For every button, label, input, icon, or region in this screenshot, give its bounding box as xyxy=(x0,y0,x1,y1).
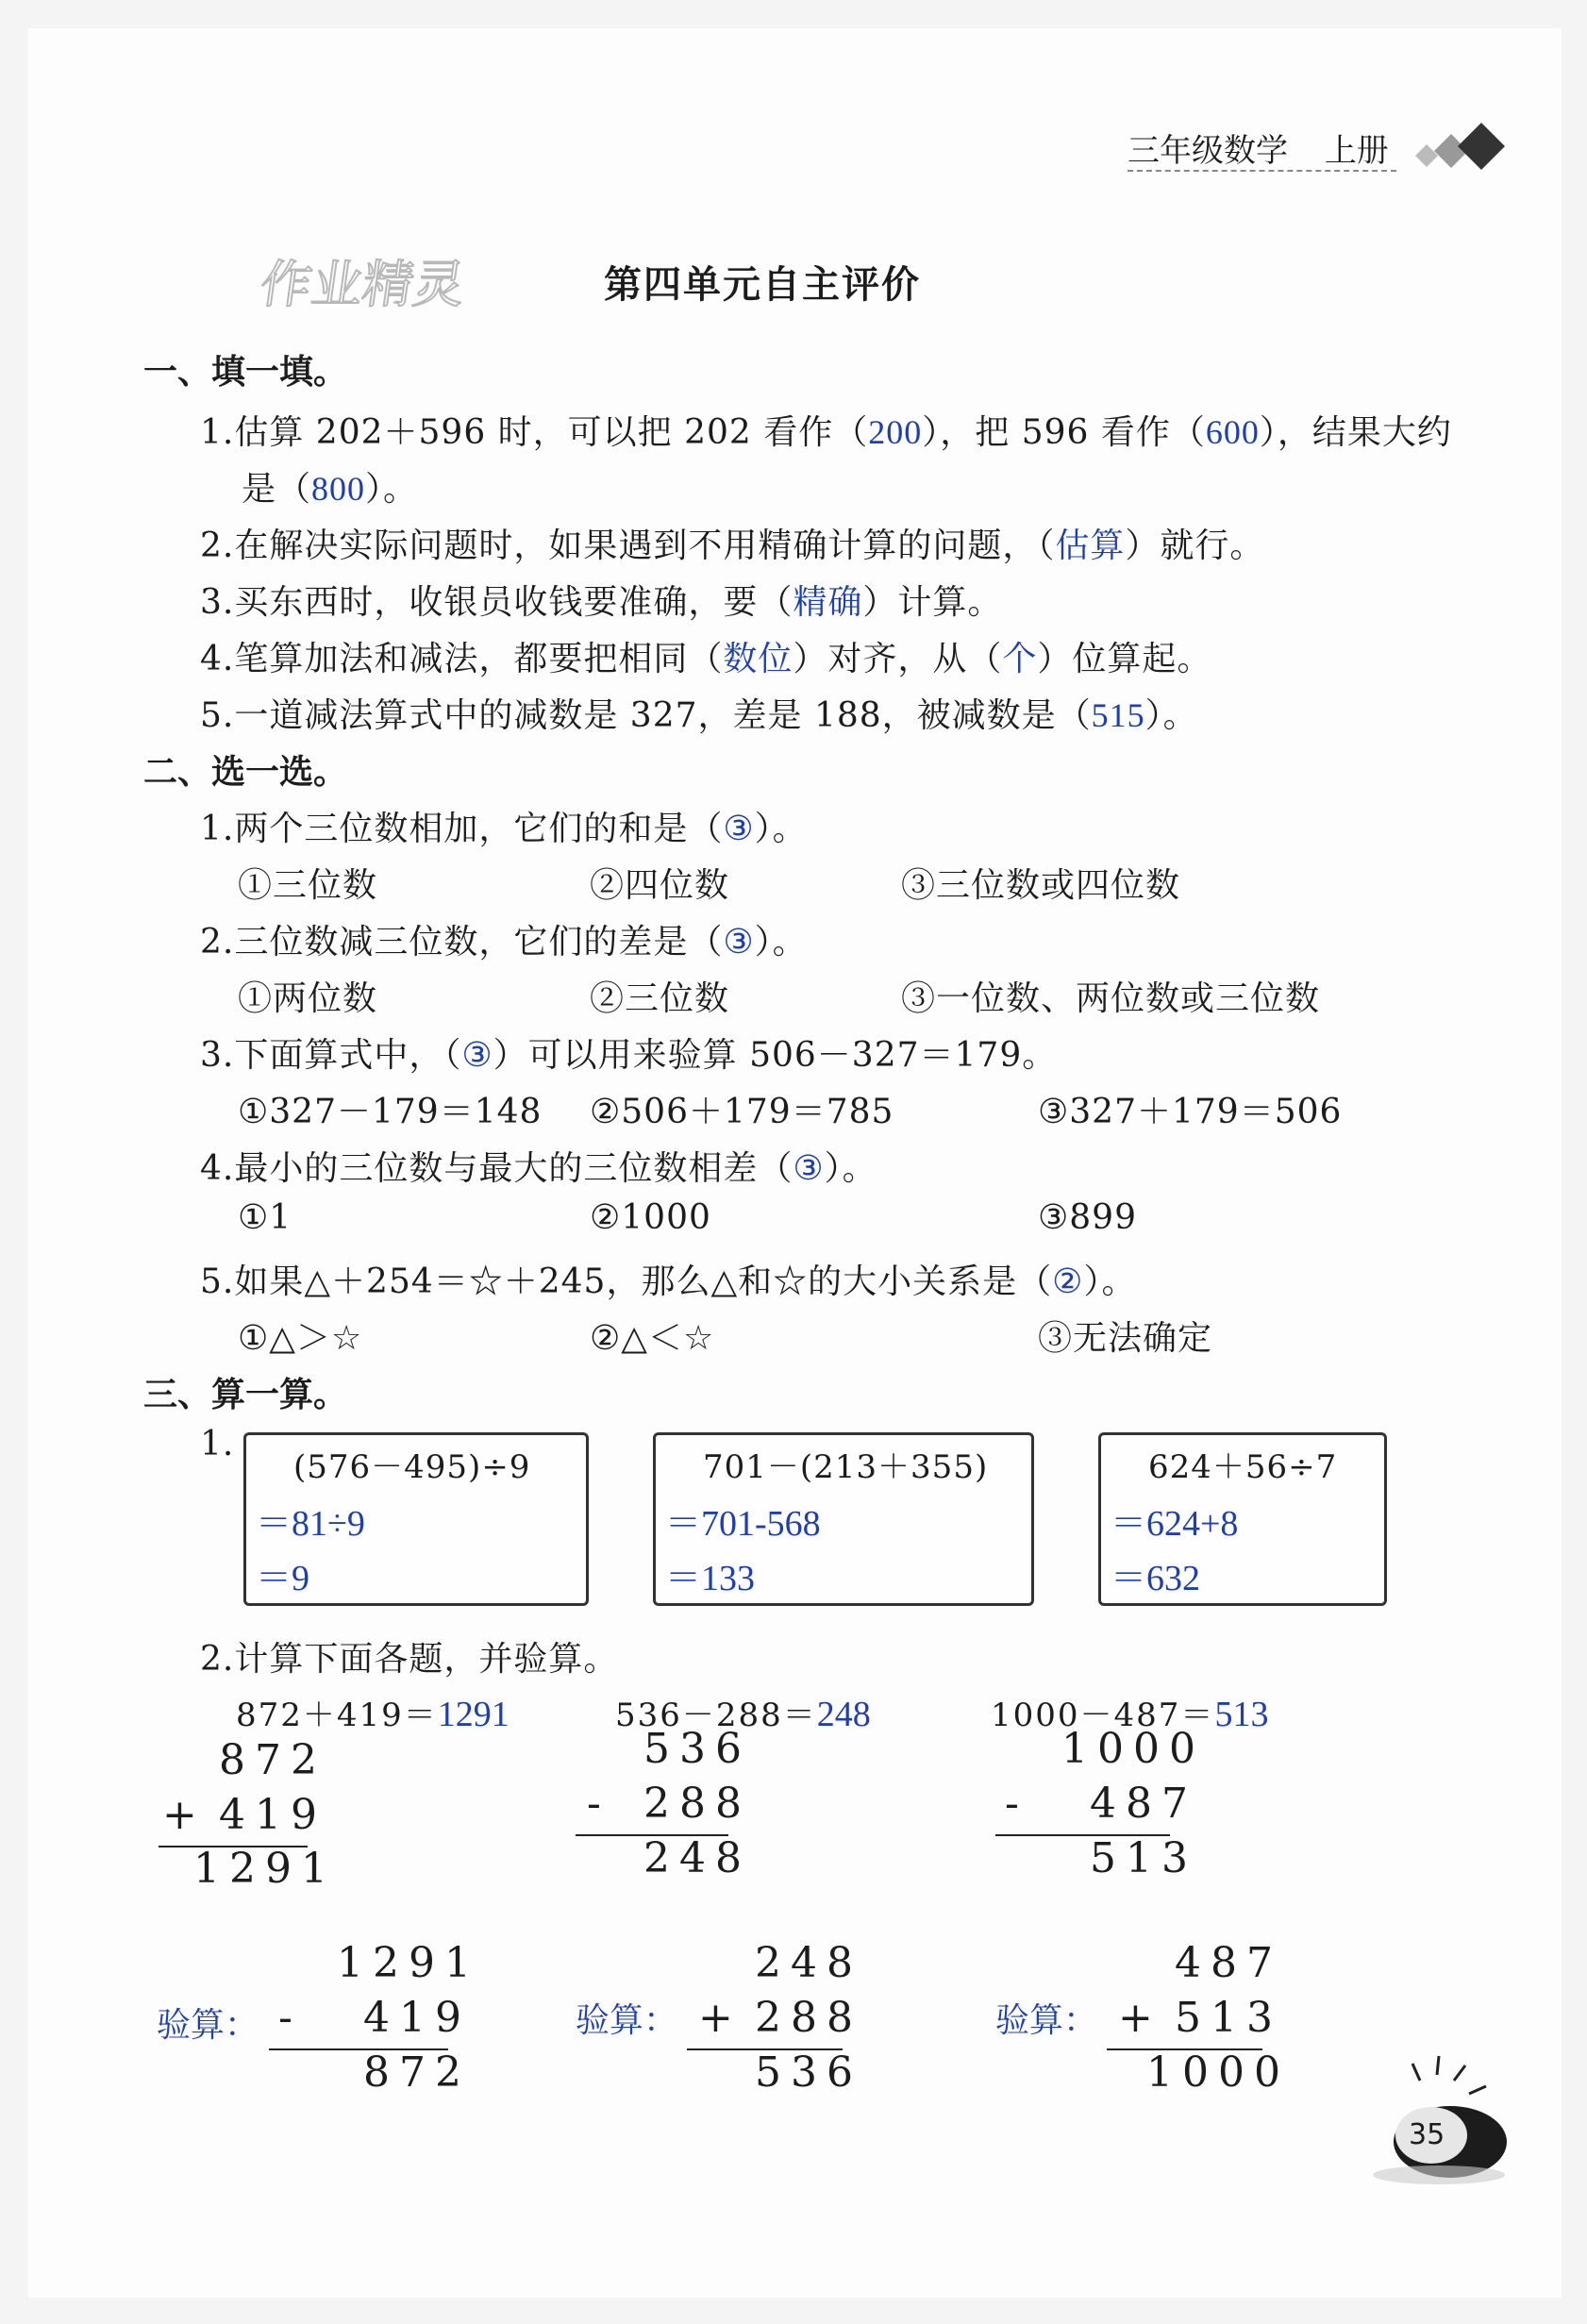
s2-q1-option1: ①三位数 xyxy=(238,866,378,905)
s2-q1-option2: ②四位数 xyxy=(590,866,730,905)
s1-q1-line1 xyxy=(200,406,1452,454)
s2-q1-option3: ③三位数或四位数 xyxy=(901,866,1181,905)
check-3-label: 验算： xyxy=(995,2001,1098,2039)
s1-q2-answer: 估算 xyxy=(1055,527,1126,564)
problem-2-op: - xyxy=(587,1780,610,1828)
problem-2-answer: 248 xyxy=(816,1695,871,1734)
s1-q1-line2 xyxy=(242,462,418,510)
check-2-result: 536 xyxy=(755,2048,862,2097)
s1-q1-text-a: 1.估算 202＋596 时，可以把 202 看作（ xyxy=(200,413,869,452)
s2-q5-pre: 5.如果△＋254＝☆＋245，那么△和☆的大小关系是（ xyxy=(200,1262,1053,1301)
s1-q3 xyxy=(200,576,1002,624)
problem-1-top: 872 xyxy=(219,1736,326,1784)
calc-box-2 xyxy=(653,1432,1034,1606)
problem-1-expr xyxy=(236,1689,510,1735)
header-underline xyxy=(1128,170,1396,172)
s2-q3-post: ）可以用来验算 506－327＝179。 xyxy=(493,1036,1058,1075)
s1-q1-answer2: 600 xyxy=(1205,413,1260,451)
calc-box-1-step1: ＝81÷9 xyxy=(256,1504,365,1544)
calc-box-1-expr: (576－495)÷9 xyxy=(293,1448,531,1486)
problem-3-top: 1000 xyxy=(1061,1725,1205,1773)
check-1-mid: 419 xyxy=(363,1994,471,2042)
s1-q3-post: ）计算。 xyxy=(862,583,1003,622)
problem-2-mid: 288 xyxy=(643,1780,751,1828)
calc-box-1-step2: ＝9 xyxy=(256,1559,310,1598)
problem-3-mid: 487 xyxy=(1090,1780,1197,1828)
s2-q1-pre: 1.两个三位数相加，它们的和是（ xyxy=(200,810,724,848)
s1-q1-answer1: 200 xyxy=(868,413,923,451)
s2-q4-post: ）。 xyxy=(824,1149,877,1188)
s1-q2 xyxy=(200,519,1264,567)
diamond-decoration-icon xyxy=(1406,109,1510,184)
problem-3-op: - xyxy=(1005,1780,1028,1828)
check-1-top: 1291 xyxy=(337,1939,480,1987)
s1-q2-pre: 2.在解决实际问题时，如果遇到不用精确计算的问题，（ xyxy=(200,527,1056,565)
s2-q3-option2: ②506＋179＝785 xyxy=(590,1093,894,1131)
s2-q1-post: ）。 xyxy=(754,810,808,848)
s1-q4-post: ）位算起。 xyxy=(1037,640,1212,678)
book-volume: 上册 xyxy=(1324,132,1389,170)
s2-q2-answer: ③ xyxy=(723,923,755,961)
calc-box-2-step1: ＝701-568 xyxy=(665,1504,821,1544)
s2-q3-answer: ③ xyxy=(461,1036,493,1074)
s2-q4-option3: ③899 xyxy=(1038,1198,1137,1237)
s2-q3 xyxy=(200,1028,1057,1077)
check-2-label: 验算： xyxy=(576,2001,678,2039)
section3-heading: 三、算一算。 xyxy=(143,1376,348,1414)
s2-q1-answer: ③ xyxy=(723,810,755,847)
calc-box-1 xyxy=(243,1432,589,1606)
s1-q1-text-c: ），结果大约 xyxy=(1259,413,1452,452)
s2-q5-option1: ①△＞☆ xyxy=(238,1319,363,1358)
s2-q4-answer: ③ xyxy=(793,1149,825,1187)
calc-box-2-step2: ＝133 xyxy=(665,1559,756,1598)
book-title xyxy=(1128,125,1389,171)
s1-q5-pre: 5.一道减法算式中的减数是 327，差是 188，被减数是（ xyxy=(200,696,1092,735)
check-2-mid: 288 xyxy=(755,1994,862,2042)
s2-q5-option3: ③无法确定 xyxy=(1038,1319,1213,1358)
s1-q3-answer: 精确 xyxy=(793,583,863,621)
s2-q2-option3: ③一位数、两位数或三位数 xyxy=(901,979,1321,1018)
check-3-mid: 513 xyxy=(1175,1994,1282,2042)
s2-q4-option2: ②1000 xyxy=(590,1198,711,1237)
book-title-text: 三年级数学 xyxy=(1128,132,1288,170)
check-3-op: + xyxy=(1118,1994,1162,2042)
check-3-result: 1000 xyxy=(1146,2048,1290,2097)
s2-q4-option1: ①1 xyxy=(238,1198,292,1237)
section1-heading: 一、填一填。 xyxy=(143,353,348,392)
s3-q2-label: 2.计算下面各题，并验算。 xyxy=(200,1640,619,1679)
s1-q1-text-b: ），把 596 看作（ xyxy=(922,413,1206,452)
problem-3-result: 513 xyxy=(1090,1834,1197,1882)
watermark-logo-text: 作业精灵 xyxy=(257,255,469,314)
page-title: 第四单元自主评价 xyxy=(604,263,921,307)
page-number: 35 xyxy=(1409,2118,1445,2151)
calc-box-2-expr: 701－(213＋355) xyxy=(703,1448,989,1486)
calc-box-3-step2: ＝632 xyxy=(1111,1559,1201,1598)
s1-q5-post: ）。 xyxy=(1144,696,1198,735)
check-1-op: - xyxy=(278,1994,302,2042)
check-1-result: 872 xyxy=(363,2048,471,2097)
s1-q4-pre: 4.笔算加法和减法，都要把相同（ xyxy=(200,640,724,678)
calc-box-3 xyxy=(1098,1432,1387,1606)
s2-q5-answer: ② xyxy=(1052,1262,1084,1300)
problem-1-op: + xyxy=(162,1791,207,1839)
s1-q4-answer2: 个 xyxy=(1002,640,1038,677)
s2-q2-option1: ①两位数 xyxy=(238,979,378,1018)
s2-q3-option1: ①327－179＝148 xyxy=(238,1093,543,1131)
problem-1-answer: 1291 xyxy=(437,1695,510,1734)
problem-1-expr-text: 872＋419＝ xyxy=(236,1697,438,1734)
s1-q4-mid: ）对齐，从（ xyxy=(793,640,1003,678)
s2-q4-pre: 4.最小的三位数与最大的三位数相差（ xyxy=(200,1149,794,1188)
check-2-top: 248 xyxy=(755,1939,862,1987)
s2-q4 xyxy=(200,1142,877,1190)
s2-q5 xyxy=(200,1255,1136,1303)
s1-q3-pre: 3.买东西时，收银员收钱要准确，要（ xyxy=(200,583,794,622)
s3-q1-label: 1. xyxy=(200,1425,235,1463)
check-3-top: 487 xyxy=(1175,1939,1282,1987)
problem-1-result: 1291 xyxy=(193,1845,337,1893)
s2-q1 xyxy=(200,802,808,850)
s2-q5-option2: ②△＜☆ xyxy=(590,1319,715,1358)
calc-box-3-expr: 624＋56÷7 xyxy=(1148,1448,1338,1486)
s2-q2-option2: ②三位数 xyxy=(590,979,730,1018)
s2-q2 xyxy=(200,915,808,963)
s1-q5-answer: 515 xyxy=(1091,696,1145,734)
s1-q2-post: ）就行。 xyxy=(1125,527,1265,565)
s1-q5 xyxy=(200,689,1198,737)
s2-q2-pre: 2.三位数减三位数，它们的差是（ xyxy=(200,923,724,961)
s1-q4 xyxy=(200,632,1211,680)
check-1-label: 验算： xyxy=(157,2006,259,2044)
check-2-op: + xyxy=(698,1994,743,2042)
s1-q1-text-d: 是（ xyxy=(242,470,312,509)
problem-2-top: 536 xyxy=(643,1725,751,1773)
problem-2-expr-text: 536－288＝ xyxy=(615,1697,817,1734)
problem-3-expr-text: 1000－487＝ xyxy=(991,1697,1215,1734)
s2-q3-option3: ③327＋179＝506 xyxy=(1038,1093,1343,1131)
s1-q1-text-e: ）。 xyxy=(365,470,419,509)
s2-q2-post: ）。 xyxy=(754,923,808,961)
watermark-logo xyxy=(257,247,530,323)
s2-q5-post: ）。 xyxy=(1083,1262,1137,1301)
s1-q4-answer1: 数位 xyxy=(723,640,794,677)
problem-2-result: 248 xyxy=(643,1834,751,1882)
s1-q1-answer3: 800 xyxy=(311,470,366,508)
section2-heading: 二、选一选。 xyxy=(143,753,348,792)
s2-q3-pre: 3.下面算式中，（ xyxy=(200,1036,462,1075)
problem-3-answer: 513 xyxy=(1214,1695,1269,1734)
calc-box-3-step1: ＝624+8 xyxy=(1111,1504,1239,1544)
problem-1-mid: 419 xyxy=(219,1791,326,1839)
